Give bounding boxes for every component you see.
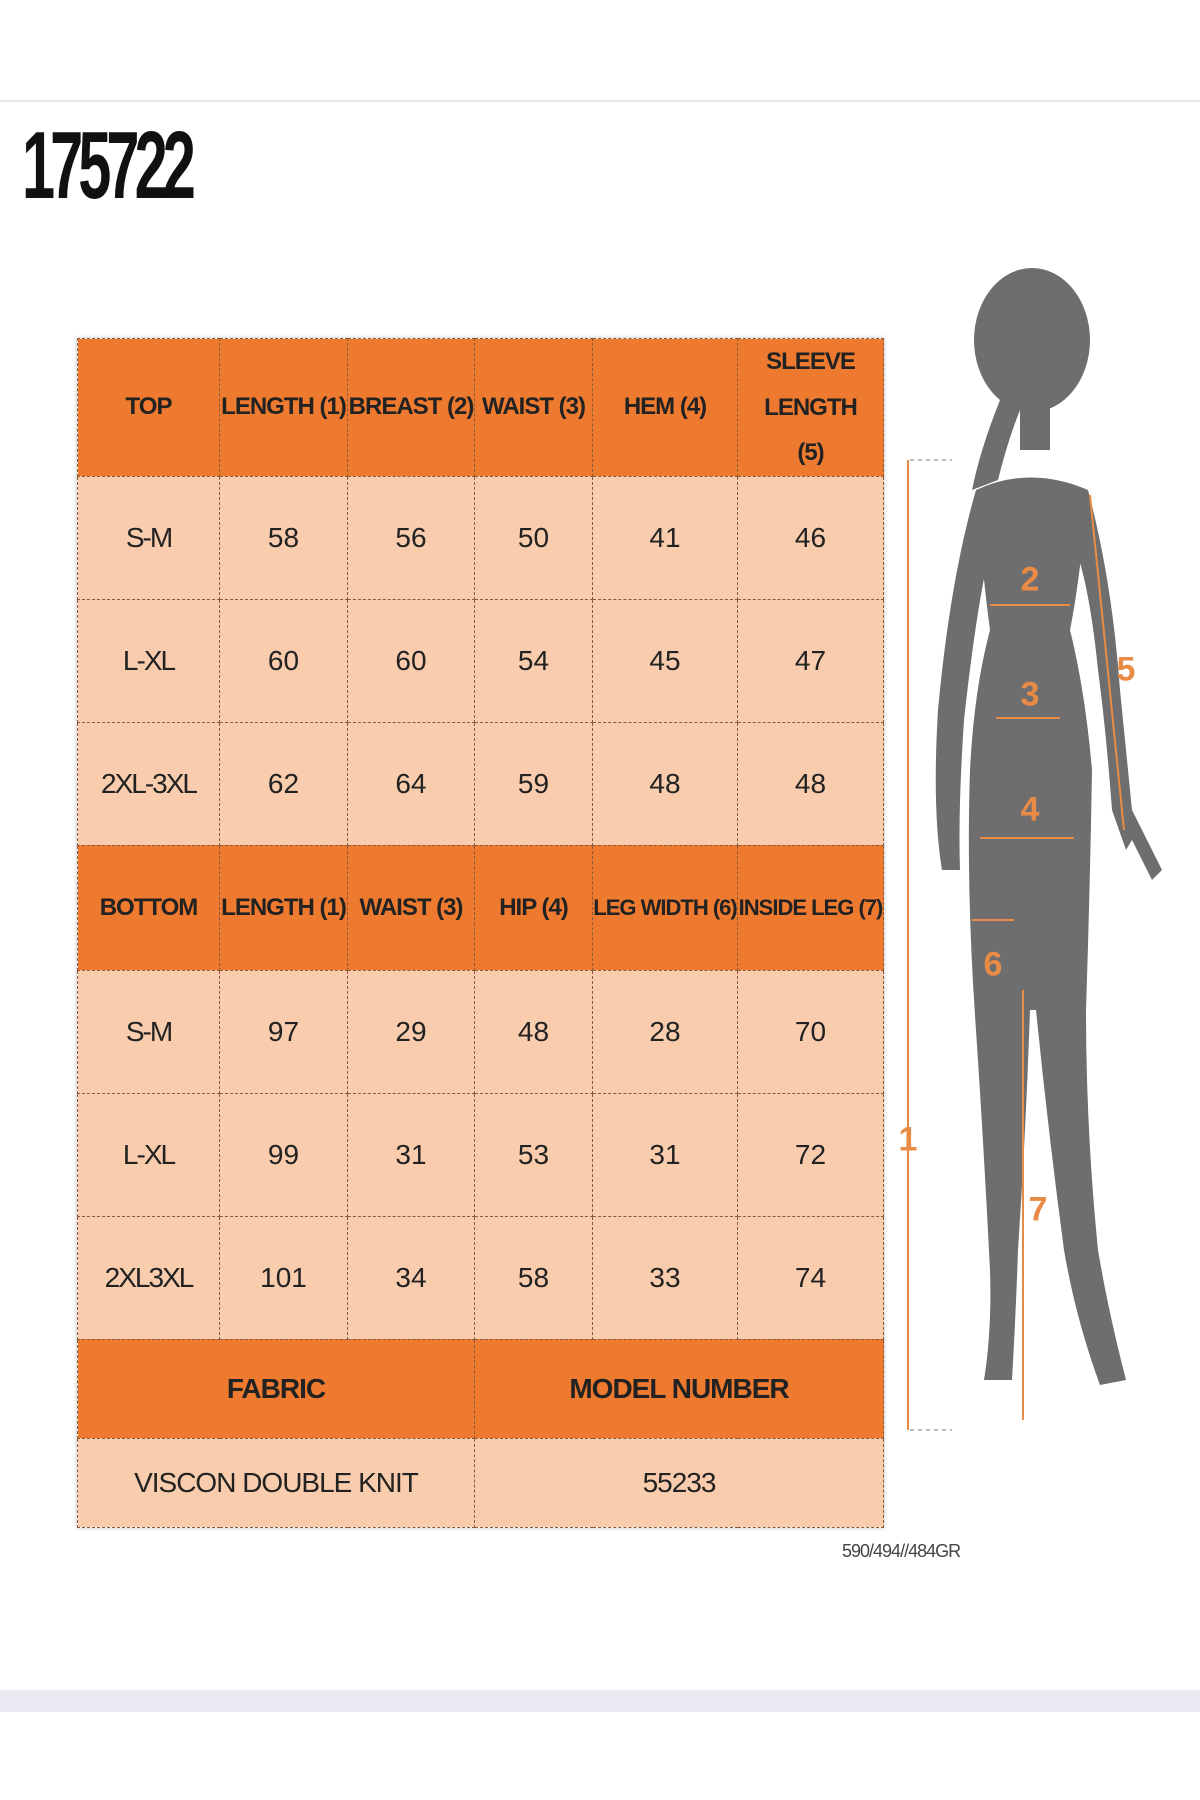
value-cell: 31: [593, 1093, 738, 1216]
value-cell: 56: [348, 476, 475, 599]
measurement-marker: 5: [1116, 650, 1136, 689]
table-row: [78, 970, 884, 1093]
value-cell: 48: [475, 970, 593, 1093]
value-cell: 28: [593, 970, 738, 1093]
value-cell: 53: [475, 1093, 593, 1216]
fabric-label: FABRIC: [78, 1339, 475, 1438]
size-cell: 2XL-3XL: [78, 722, 220, 845]
size-cell: 2XL3XL: [78, 1216, 220, 1339]
value-cell: 74: [738, 1216, 884, 1339]
value-cell: 45: [593, 599, 738, 722]
bottom-header-row: [78, 845, 884, 970]
header-cell: INSIDE LEG (7): [738, 845, 884, 970]
measurement-marker: 3: [1020, 675, 1040, 714]
header-cell: LEG WIDTH (6): [593, 845, 738, 970]
fabric-header-row: [78, 1339, 884, 1438]
value-cell: 46: [738, 476, 884, 599]
table-row: [78, 722, 884, 845]
value-cell: 72: [738, 1093, 884, 1216]
fabric-value-row: [78, 1438, 884, 1527]
value-cell: 64: [348, 722, 475, 845]
measurement-figure: [880, 250, 1200, 1610]
table-row: [78, 1216, 884, 1339]
size-cell: L-XL: [78, 599, 220, 722]
value-cell: 60: [220, 599, 348, 722]
weight-footnote: 590/494//484GR: [842, 1541, 961, 1561]
value-cell: 48: [738, 722, 884, 845]
header-cell: HIP (4): [475, 845, 593, 970]
header-cell: WAIST (3): [475, 339, 593, 477]
table-row: [78, 1093, 884, 1216]
header-cell: SLEEVE LENGTH (5): [738, 339, 884, 477]
value-cell: 60: [348, 599, 475, 722]
top-header-row: [78, 339, 884, 477]
measurement-marker: 4: [1020, 790, 1040, 829]
measurement-marker: 2: [1020, 560, 1040, 599]
value-cell: 50: [475, 476, 593, 599]
value-cell: 48: [593, 722, 738, 845]
table-row: [78, 599, 884, 722]
model-number-value: 55233: [475, 1438, 884, 1527]
value-cell: 54: [475, 599, 593, 722]
value-cell: 47: [738, 599, 884, 722]
guide-lines: [910, 460, 952, 1430]
fabric-value: VISCON DOUBLE KNIT: [78, 1438, 475, 1527]
size-cell: S-M: [78, 970, 220, 1093]
value-cell: 62: [220, 722, 348, 845]
value-cell: 101: [220, 1216, 348, 1339]
table-row: [78, 476, 884, 599]
header-cell: TOP: [78, 339, 220, 477]
value-cell: 31: [348, 1093, 475, 1216]
silhouette-illustration: [880, 250, 1200, 1610]
measurement-marker: 1: [898, 1120, 918, 1159]
size-cell: L-XL: [78, 1093, 220, 1216]
value-cell: 97: [220, 970, 348, 1093]
value-cell: 29: [348, 970, 475, 1093]
header-cell: LENGTH (1): [220, 339, 348, 477]
value-cell: 58: [475, 1216, 593, 1339]
model-number-label: MODEL NUMBER: [475, 1339, 884, 1438]
value-cell: 34: [348, 1216, 475, 1339]
top-divider: [0, 100, 1200, 102]
size-cell: S-M: [78, 476, 220, 599]
body-silhouette: [936, 268, 1162, 1385]
header-cell: HEM (4): [593, 339, 738, 477]
value-cell: 99: [220, 1093, 348, 1216]
product-code: 175722: [22, 112, 191, 219]
value-cell: 41: [593, 476, 738, 599]
measurement-marker: 7: [1028, 1190, 1048, 1229]
value-cell: 33: [593, 1216, 738, 1339]
bottom-band: [0, 1690, 1200, 1712]
value-cell: 58: [220, 476, 348, 599]
header-cell: LENGTH (1): [220, 845, 348, 970]
header-cell: BOTTOM: [78, 845, 220, 970]
size-chart-table: [77, 338, 884, 1528]
measurement-marker: 6: [983, 945, 1003, 984]
value-cell: 70: [738, 970, 884, 1093]
header-cell: WAIST (3): [348, 845, 475, 970]
header-cell: BREAST (2): [348, 339, 475, 477]
value-cell: 59: [475, 722, 593, 845]
